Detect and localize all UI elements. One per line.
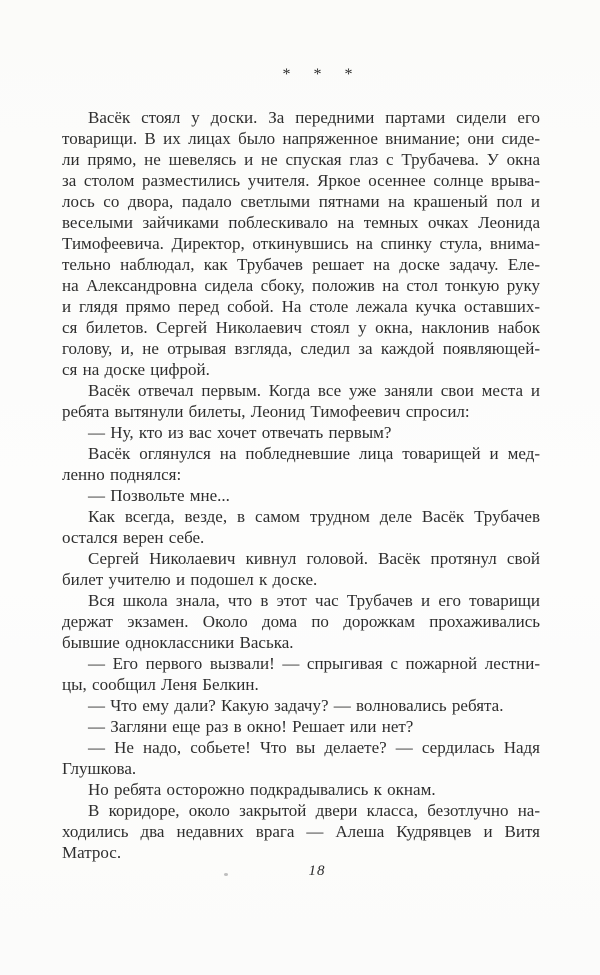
text-line: — Загляни еще раз в окно! Решает или нет? — [88, 717, 414, 736]
text-line: — Ну, кто из вас хочет отвечать первым? — [88, 423, 392, 442]
text-line: товарищи. В их лицах было напряженное внимание; они сиде- — [62, 129, 540, 148]
text-line: Матрос. — [62, 843, 122, 862]
text-line: Как всегда, везде, в самом трудном деле Васёк Трубачев — [88, 507, 540, 526]
text-line: билет учителю и подошел к доске. — [62, 570, 318, 589]
text-line: Васёк стоял у доски. За передними партами сидели его — [88, 108, 540, 127]
text-line: — Позвольте мне... — [88, 486, 230, 505]
text-line: ся на доске цифрой. — [62, 360, 210, 379]
section-divider: * * * — [282, 66, 358, 83]
text-line: ся билетов. Сергей Николаевич стоял у окна, наклонив набок — [62, 318, 540, 337]
text-line: Вся школа знала, что в этот час Трубачев и его товарищи — [88, 591, 540, 610]
text-line: ленно поднялся: — [62, 465, 182, 484]
text-line: Васёк отвечал первым. Когда все уже заняли свои места и — [88, 381, 540, 400]
text-line: за столом разместились учителя. Яркое осеннее солнце врыва- — [62, 171, 540, 190]
page-number: 18 — [308, 863, 326, 879]
text-line: бывшие одноклассники Васька. — [62, 633, 294, 652]
text-line: — Что ему дали? Какую задачу? — волновались ребята. — [88, 696, 504, 715]
text-line: — Его первого вызвали! — спрыгивая с пожарной лестни- — [88, 654, 540, 673]
text-line: Сергей Николаевич кивнул головой. Васёк протянул свой — [88, 549, 540, 568]
text-line: Тимофеевича. Директор, откинувшись на спинку стула, внима- — [62, 234, 540, 253]
text-line: — Не надо, собьете! Что вы делаете? — сердилась Надя — [88, 738, 540, 757]
text-line: держат экзамен. Около дома по дорожкам прохаживались — [62, 612, 540, 631]
text-line: тельно наблюдал, как Трубачев решает на доске задачу. Еле- — [62, 255, 540, 274]
text-line: голову, и, не отрывая взгляда, следил за каждой появляющей- — [62, 339, 540, 358]
text-line: ходились два недавних врага — Алеша Кудрявцев и Витя — [62, 822, 540, 841]
text-line: Глушкова. — [62, 759, 137, 778]
text-column — [62, 107, 540, 863]
text-line: ли прямо, не шевелясь и не спуская глаз с Трубачева. У окна — [62, 150, 540, 169]
text-line: лось со двора, падало светлыми пятнами на крашеный пол и — [62, 192, 540, 211]
text-line: Но ребята осторожно подкрадывались к окнам. — [88, 780, 436, 799]
text-line: ребята вытянули билеты, Леонид Тимофеевич спросил: — [62, 402, 470, 421]
text-line: цы, сообщил Леня Белкин. — [62, 675, 259, 694]
text-line: и глядя прямо перед собой. На столе лежала кучка оставших- — [62, 297, 540, 316]
text-line: В коридоре, около закрытой двери класса, безотлучно на- — [88, 801, 540, 820]
text-line: на Александровна сидела сбоку, положив на стол тонкую руку — [62, 276, 540, 295]
text-line: веселыми зайчиками поблескивало на темных очках Леонида — [62, 213, 540, 232]
text-line: остался верен себе. — [62, 528, 205, 547]
text-line: Васёк оглянулся на побледневшие лица товарищей и мед- — [88, 444, 540, 463]
